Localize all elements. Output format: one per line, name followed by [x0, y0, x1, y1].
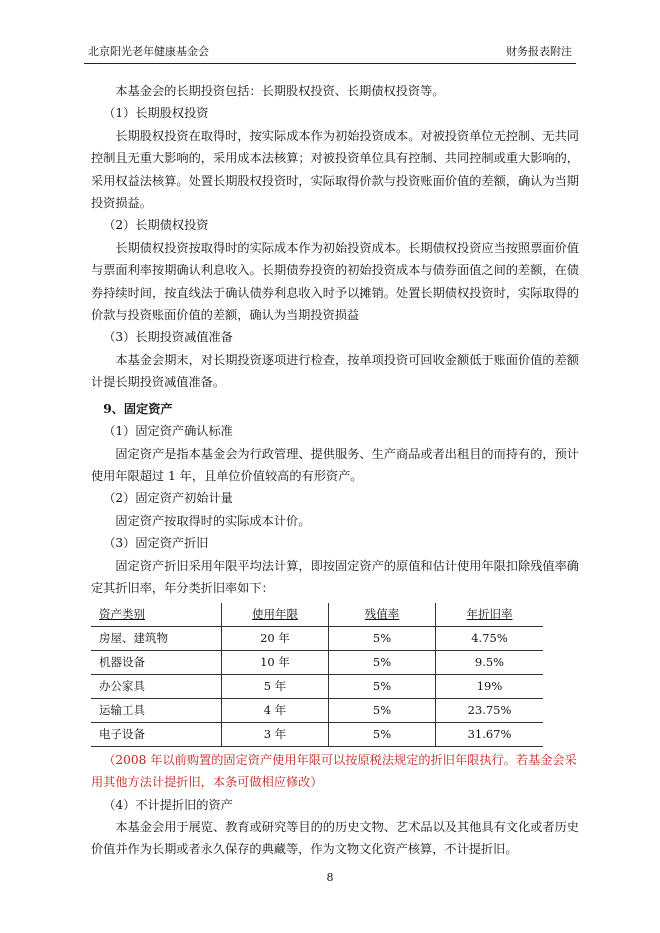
table-cell: 运输工具	[91, 698, 222, 722]
table-row	[91, 626, 543, 650]
table-cell: 10 年	[222, 650, 329, 674]
table-cell: 5%	[329, 674, 436, 698]
paragraph-equity-investment: 长期股权投资在取得时，按实际成本作为初始投资成本。对被投资单位无控制、无共同控制且无重大影响的，采用成本法核算；对被投资单位具有控制、共同控制或重大影响的，采用权益法核算。处置长期股权投资时，实际取得价款与投资账面价值的差额，确认为当期投资损益。	[91, 128, 579, 211]
paragraph-impairment: 本基金会期末，对长期投资逐项进行检查，按单项投资可回收金额低于账面价值的差额计提长期投资减值准备。	[91, 352, 579, 390]
table-header-cell: 使用年限	[222, 603, 329, 626]
header-organization: 北京阳光老年健康基金会	[88, 45, 209, 58]
table-row	[91, 722, 543, 746]
paragraph-debt-investment: 长期债权投资按取得时的实际成本作为初始投资成本。长期债权投资应当按照票面价值与票面利率按期确认利息收入。长期债券投资的初始投资成本与债券面值之间的差额，在债券持续时间，按直线法于确认债券利息收入时予以摊销。处置长期债权投资时，实际取得的价款与投资账面价值的差额，确认为当期投资损益	[91, 240, 579, 323]
table-cell: 房屋、建筑物	[91, 626, 222, 650]
table-cell: 23.75%	[436, 698, 544, 722]
table-cell: 4 年	[222, 698, 329, 722]
table-cell: 5 年	[222, 674, 329, 698]
table-cell: 办公家具	[91, 674, 222, 698]
table-row	[91, 674, 543, 698]
table-cell: 5%	[329, 650, 436, 674]
subheading-debt-investment: （2）长期债权投资	[103, 218, 209, 233]
table-cell: 5%	[329, 626, 436, 650]
table-cell: 机器设备	[91, 650, 222, 674]
paragraph-recognition: 固定资产是指本基金会为行政管理、提供服务、生产商品或者出租目的而持有的，预计使用年限超过 1 年，且单位价值较高的有形资产。	[91, 446, 579, 483]
paragraph-initial-measurement: 固定资产按取得时的实际成本计价。	[115, 513, 311, 528]
header-section-title: 财务报表附注	[506, 45, 572, 58]
subheading-impairment: （3）长期投资减值准备	[103, 330, 233, 345]
table-cell: 3 年	[222, 722, 329, 746]
table-row	[91, 698, 543, 722]
subheading-equity-investment: （1）长期股权投资	[103, 106, 209, 121]
table-cell: 9.5%	[436, 650, 544, 674]
subheading-initial-measurement: （2）固定资产初始计量	[103, 491, 233, 506]
page-header	[84, 41, 576, 64]
page-number: 8	[326, 871, 334, 884]
table-cell: 4.75%	[436, 626, 544, 650]
subheading-recognition: （1）固定资产确认标准	[103, 424, 233, 439]
subheading-non-depreciable: （4）不计提折旧的资产	[103, 797, 233, 812]
subheading-depreciation: （3）固定资产折旧	[103, 536, 209, 551]
paragraph-non-depreciable: 本基金会用于展览、教育或研究等目的的历史文物、艺术品以及其他具有文化或者历史价值并作为长期或者永久保存的典藏等，作为文物文化资产核算，不计提折旧。	[91, 819, 579, 857]
table-cell: 20 年	[222, 626, 329, 650]
table-cell: 电子设备	[91, 722, 222, 746]
table-row	[91, 650, 543, 674]
document-body	[91, 80, 579, 861]
table-header-cell: 资产类别	[91, 603, 222, 626]
editorial-note: （2008 年以前购置的固定资产使用年限可以按原税法规定的折旧年限执行。若基金会采用其他方法计提折旧，本条可做相应修改）	[91, 752, 577, 790]
table-header-row	[91, 603, 543, 626]
paragraph-long-term-investment-intro: 本基金会的长期投资包括：长期股权投资、长期债权投资等。	[115, 84, 445, 98]
table-cell: 5%	[329, 698, 436, 722]
paragraph-depreciation: 固定资产折旧采用年限平均法计算，即按固定资产的原值和估计使用年限扣除残值率确定其折旧率，年分类折旧率如下：	[91, 558, 579, 595]
table-header-cell: 残值率	[329, 603, 436, 626]
table-cell: 31.67%	[436, 722, 544, 746]
table-cell: 5%	[329, 722, 436, 746]
table-header-cell: 年折旧率	[436, 603, 544, 626]
section-heading-fixed-assets: 9、固定资产	[103, 401, 173, 416]
table-cell: 19%	[436, 674, 544, 698]
depreciation-table	[91, 603, 543, 746]
